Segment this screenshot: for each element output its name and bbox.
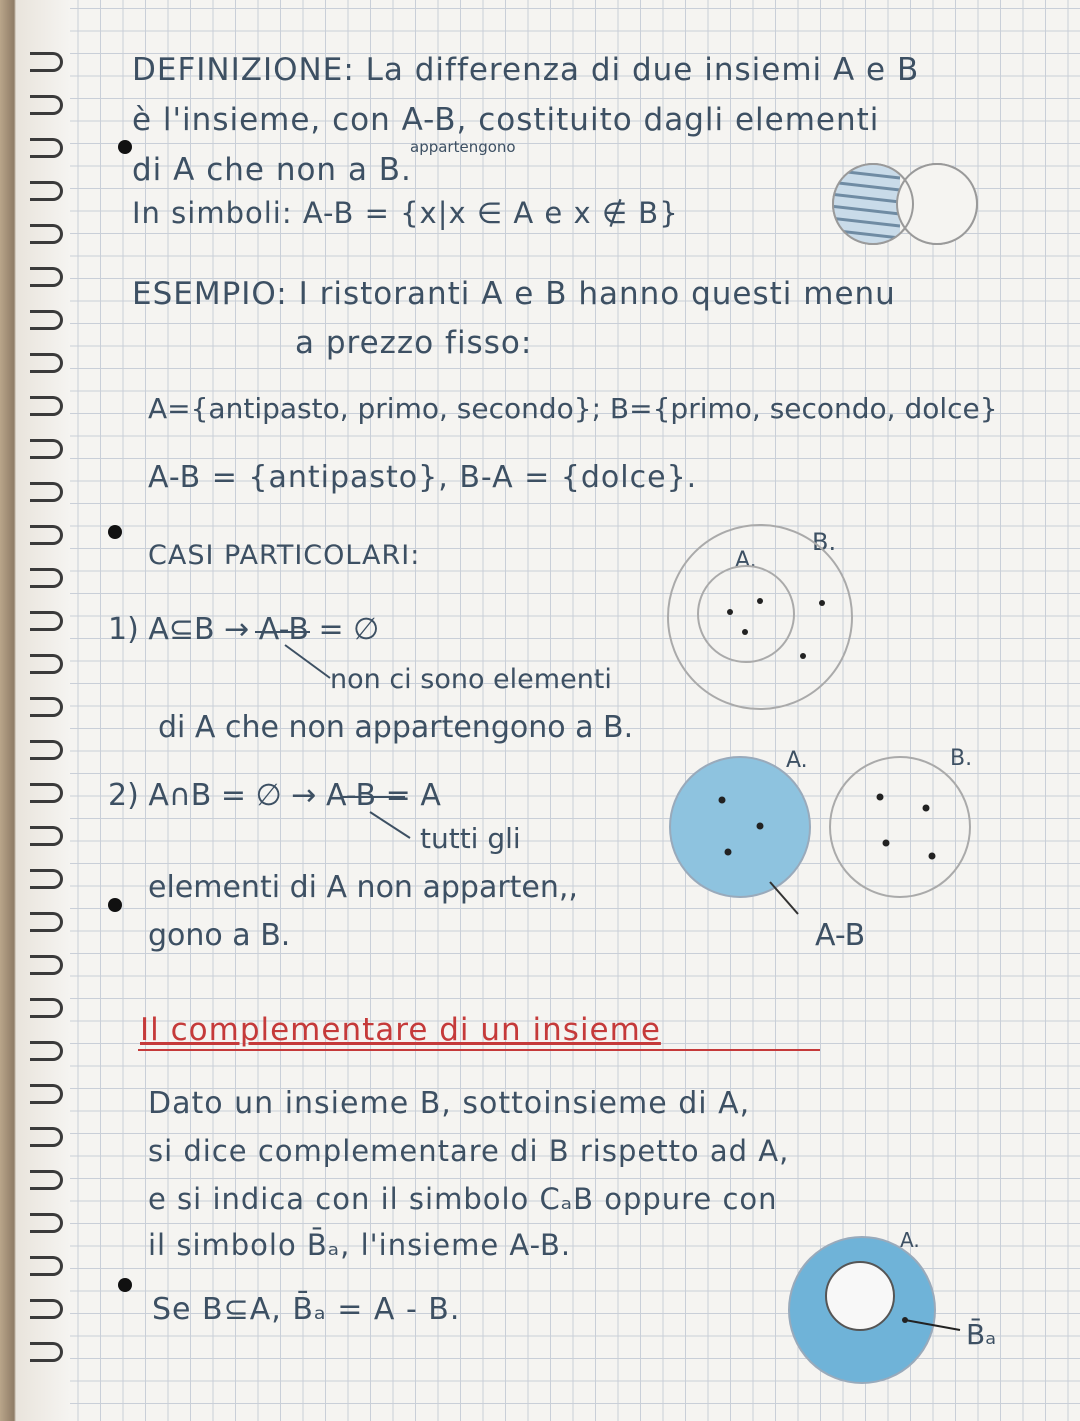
complement-diagram [789, 1237, 960, 1383]
complement-title: Il complementare di un insieme [140, 1012, 661, 1048]
element-dot [757, 598, 763, 604]
case-2-continuation-1: elementi di A non apparten,, [148, 870, 578, 905]
element-dot [929, 853, 936, 860]
pointer-line [370, 812, 410, 838]
circle-b [826, 1262, 894, 1330]
element-dot [742, 629, 748, 635]
venn-difference-diagram [830, 160, 977, 250]
definition-insert: appartengono [410, 138, 516, 156]
element-dot [725, 849, 732, 856]
pointer-line [770, 882, 798, 914]
element-dot [877, 794, 884, 801]
case-2-note: tutti gli [420, 822, 521, 855]
case-1-diagram [668, 525, 852, 709]
element-dot [923, 805, 930, 812]
special-cases-title: CASI PARTICOLARI: [148, 540, 421, 571]
element-dot [800, 653, 806, 659]
case-2-label-b: B. [950, 746, 973, 771]
circle-a [698, 566, 794, 662]
definition-line-2: è l'insieme, con A-B, costituito dagli elementi [132, 102, 880, 138]
definition-line-1: DEFINIZIONE: La differenza di due insiemi A e B [132, 52, 920, 88]
case-2-continuation-2: gono a B. [148, 918, 291, 953]
case-1-label-b: B. [812, 528, 837, 556]
case-2-label-diff: A-B [815, 918, 866, 953]
case-1-note: non ci sono elementi [330, 664, 612, 695]
annotation-lines [255, 632, 410, 838]
complement-label-a: A. [900, 1228, 920, 1252]
circle-b [830, 757, 970, 897]
case-2-diagram [670, 757, 970, 914]
example-line-1: ESEMPIO: I ristoranti A e B hanno questi menu [132, 276, 896, 312]
element-dot [757, 823, 764, 830]
circle-a-filled [670, 757, 810, 897]
element-dot [819, 600, 825, 606]
example-diffs: A-B = {antipasto}, B-A = {dolce}. [148, 460, 698, 495]
complement-line-2: si dice complementare di B rispetto ad A, [148, 1134, 790, 1168]
pointer-dot [902, 1317, 908, 1323]
complement-line-5: Se B⊆A, B̄ₐ = A - B. [152, 1292, 461, 1327]
case-2-label-a: A. [786, 748, 808, 773]
case-2-formula: 2) A∩B = ∅ → A-B = A [108, 778, 441, 813]
case-1-label-a: A. [735, 548, 757, 573]
definition-line-4: In simboli: A-B = {x|x ∈ A e x ∉ B} [132, 196, 679, 230]
complement-line-1: Dato un insieme B, sottoinsieme di A, [148, 1086, 751, 1121]
case-1-formula: 1) A⊆B → A-B = ∅ [108, 612, 380, 647]
complement-line-3: e si indica con il simbolo CₐB oppure con [148, 1182, 778, 1216]
pointer-line [285, 645, 330, 678]
example-sets: A={antipasto, primo, secondo}; B={primo, secondo, dolce} [148, 392, 998, 425]
element-dot [883, 840, 890, 847]
circle-b [668, 525, 852, 709]
element-dot [727, 609, 733, 615]
example-line-2: a prezzo fisso: [295, 325, 533, 361]
complement-line-4: il simbolo B̄ₐ, l'insieme A-B. [148, 1228, 572, 1262]
definition-line-3: di A che non a B. [132, 152, 412, 188]
venn-hatch [830, 160, 900, 250]
element-dot [719, 797, 726, 804]
case-1-continuation: di A che non appartengono a B. [158, 710, 634, 745]
complement-label-ba: B̄ₐ [966, 1318, 997, 1351]
